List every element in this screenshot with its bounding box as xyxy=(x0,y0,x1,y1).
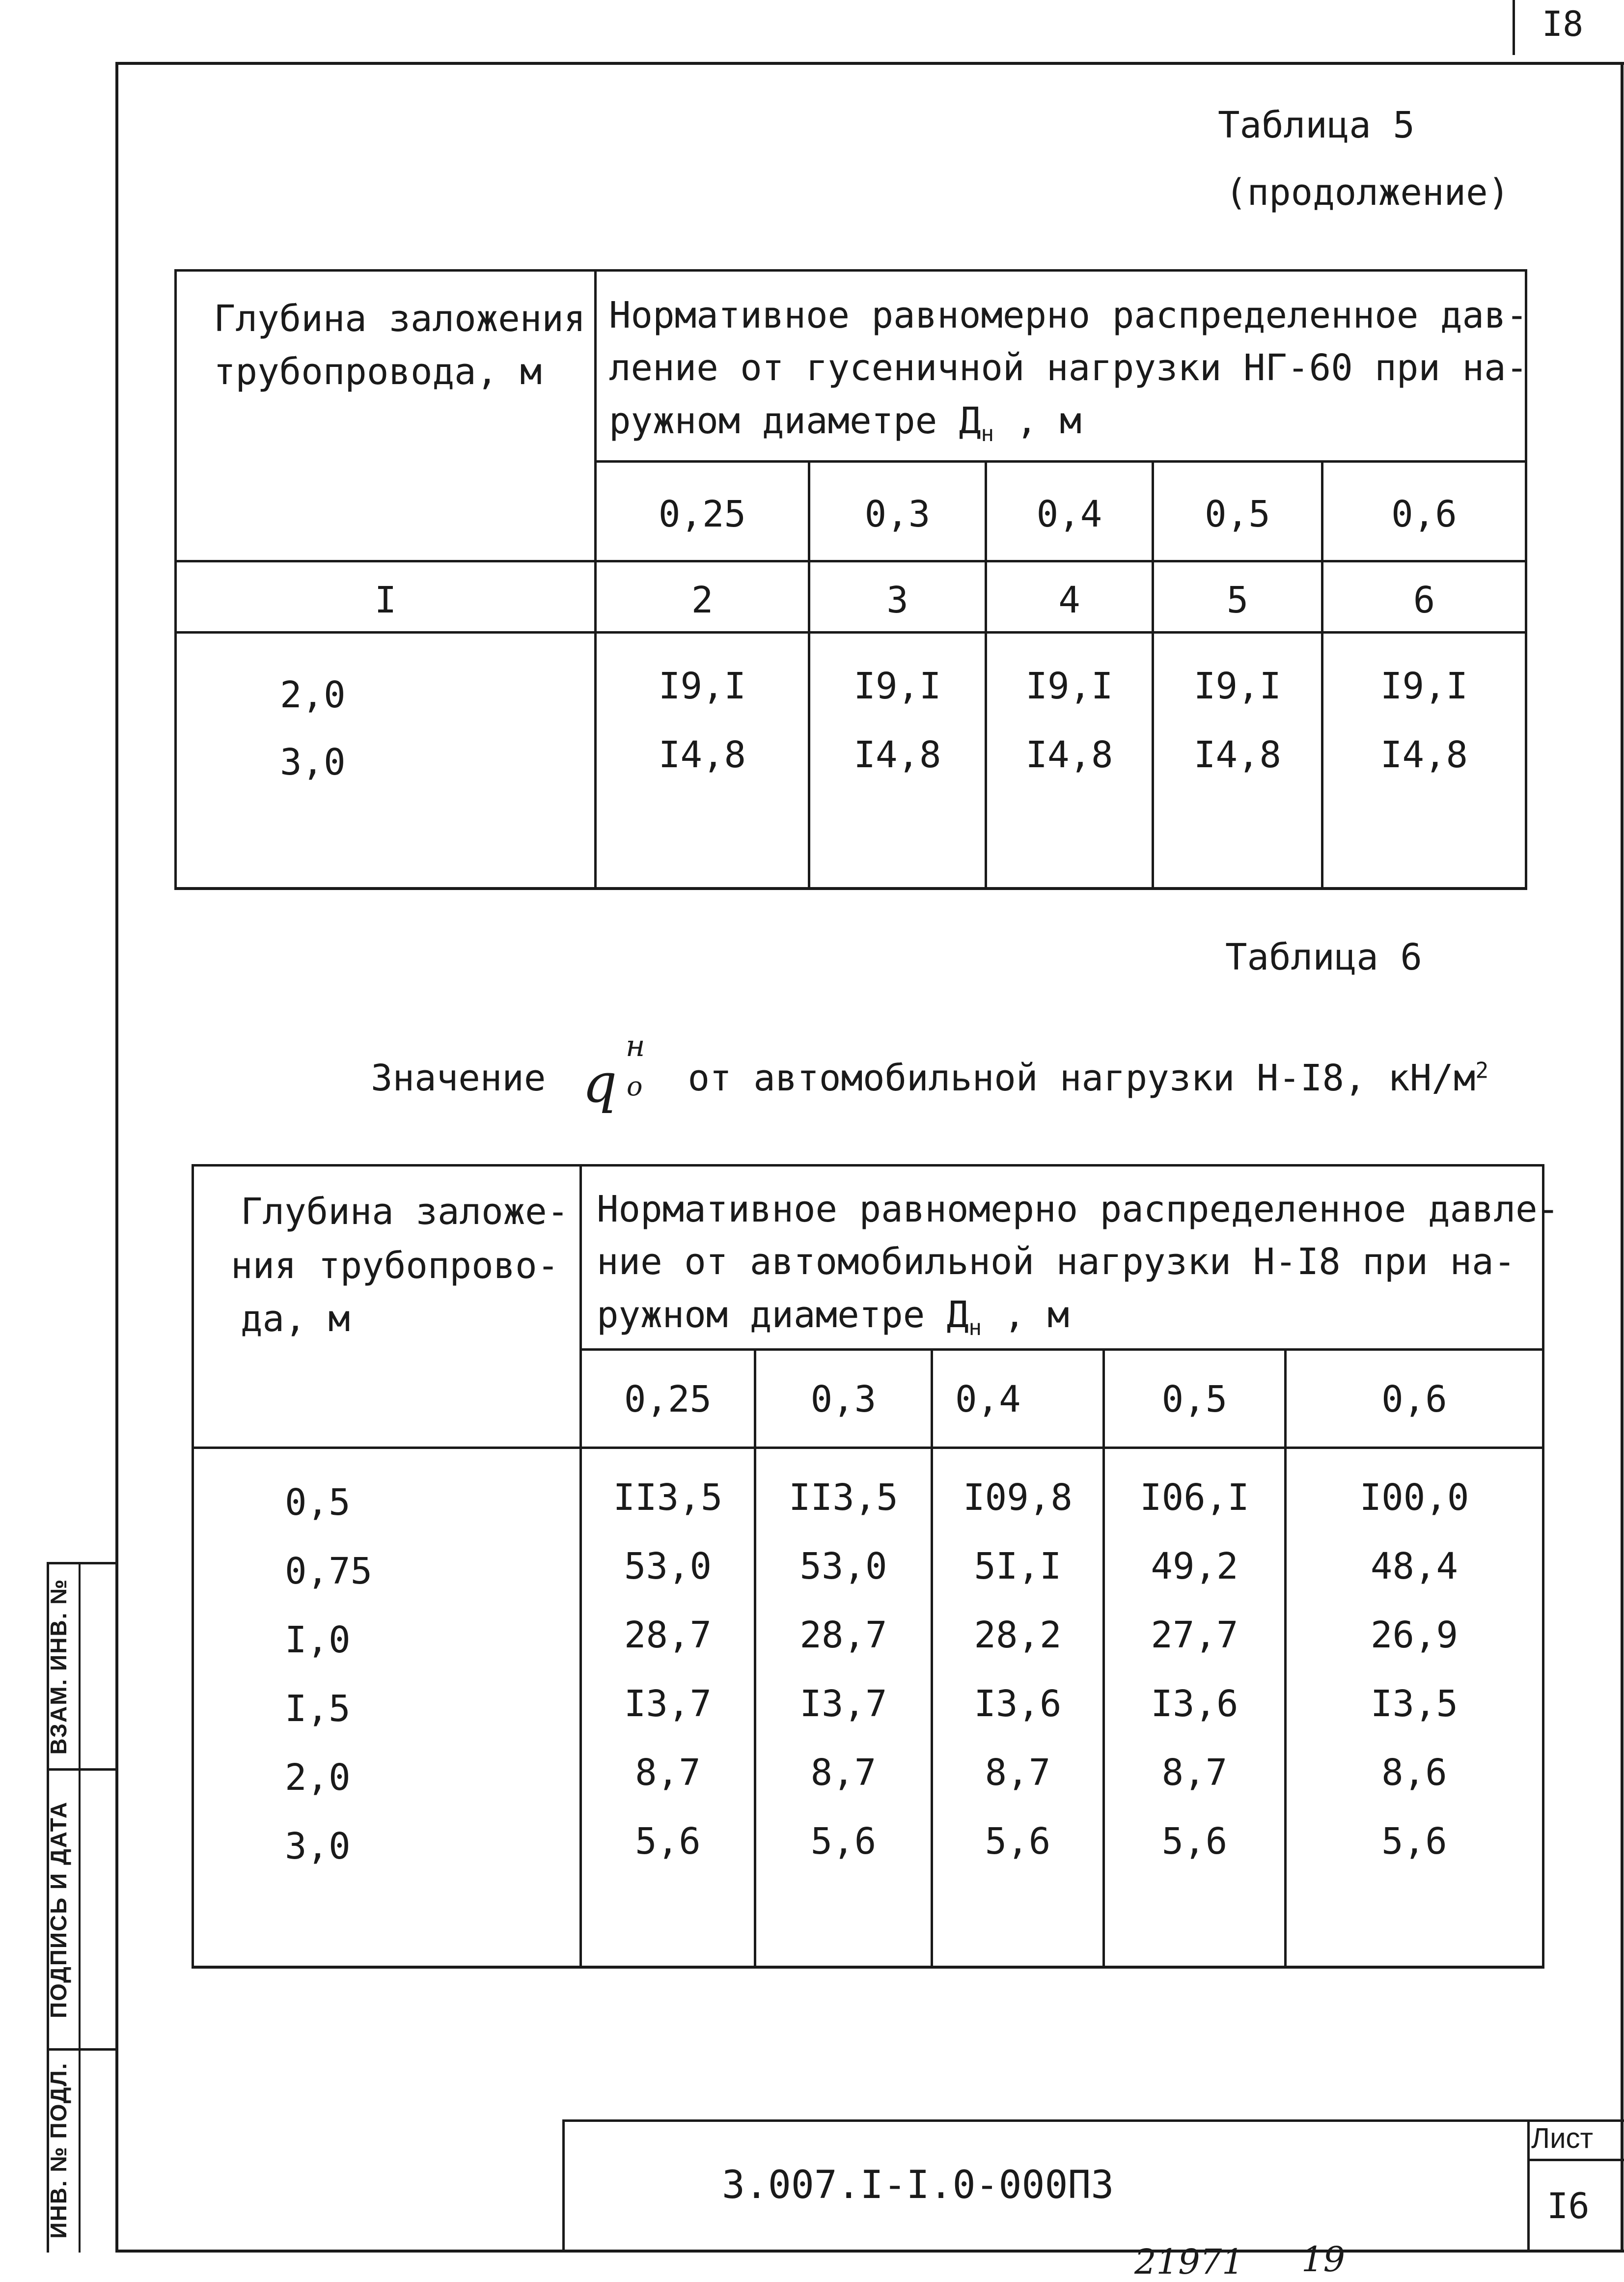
table6-cell: 8,6 xyxy=(1381,1752,1447,1794)
caption-prefix: Значение xyxy=(371,1057,546,1099)
sheet-label: Лист xyxy=(1531,2122,1594,2154)
table6-cell: 5,6 xyxy=(810,1820,877,1863)
table5-cell: I4,8 xyxy=(1193,734,1282,776)
table6-depth: I,5 xyxy=(285,1688,351,1730)
table5-col-number: I xyxy=(374,579,397,621)
table5-col-number: 5 xyxy=(1226,579,1249,621)
table5-depth: 3,0 xyxy=(280,741,346,783)
stamp-vzam-inv: ВЗАМ. ИНВ. № xyxy=(46,1578,71,1755)
handwritten-number: 21971 xyxy=(1134,2242,1244,2282)
sheet-number: I6 xyxy=(1547,2185,1590,2226)
table6-cell: 49,2 xyxy=(1151,1545,1239,1587)
table5-header-main-line1: Нормативное равномерно распределенное дав- xyxy=(609,294,1528,336)
table5-title: Таблица 5 xyxy=(1218,104,1415,146)
table6-cell: 8,7 xyxy=(985,1752,1051,1794)
table5-diameter: 0,25 xyxy=(658,493,746,535)
table6-header-depth-line2: ния трубопрово- xyxy=(231,1245,559,1287)
table6-cell: 53,0 xyxy=(799,1545,887,1587)
table6-cell: I00,0 xyxy=(1359,1476,1469,1519)
table5-diameter: 0,6 xyxy=(1391,493,1457,535)
table5-cell: I4,8 xyxy=(1025,734,1113,776)
table5-cell: I4,8 xyxy=(853,734,941,776)
table6-diameter: 0,6 xyxy=(1381,1378,1447,1420)
table5-diameter: 0,3 xyxy=(864,493,931,535)
table6-depth: 0,5 xyxy=(285,1481,351,1524)
table6-cell: 28,7 xyxy=(624,1614,712,1656)
table5-cell: I9,I xyxy=(1380,665,1468,707)
table5-col-number: 2 xyxy=(691,579,714,621)
table5-cell: I4,8 xyxy=(658,734,746,776)
table6-cell: 8,7 xyxy=(635,1752,701,1794)
table5-cell: I9,I xyxy=(1193,665,1282,707)
frame-left xyxy=(115,62,118,2253)
table5-col-number: 6 xyxy=(1413,579,1435,621)
table6-cell: 28,2 xyxy=(974,1614,1062,1656)
stamp-podpis-data: ПОДПИСЬ И ДАТА xyxy=(46,1801,71,2019)
table6-cell: II3,5 xyxy=(613,1476,723,1519)
table6-header-main-line1: Нормативное равномерно распределенное давле- xyxy=(597,1188,1560,1230)
table6-diameter: 0,3 xyxy=(810,1378,877,1420)
table5-header-main-line2: ление от гусеничной нагрузки НГ-60 при на- xyxy=(609,347,1528,389)
table6-cell: 5,6 xyxy=(985,1820,1051,1863)
table6-cell: 5,6 xyxy=(635,1820,701,1863)
table6-cell: 26,9 xyxy=(1370,1614,1459,1656)
caption-exp: 2 xyxy=(1475,1058,1489,1084)
handwritten-sheet: 19 xyxy=(1301,2239,1346,2280)
table5-cell: I4,8 xyxy=(1380,734,1468,776)
frame-bottom xyxy=(115,2250,1624,2253)
table5-subtitle: (продолжение) xyxy=(1225,171,1510,214)
caption-text: от автомобильной нагрузки Н-I8, кН/м xyxy=(688,1057,1476,1099)
table6-depth: 0,75 xyxy=(285,1550,373,1592)
table6-depth: 3,0 xyxy=(285,1825,351,1867)
table5-header-main-line3: ружном диаметре $Д_н$ , м xyxy=(609,400,1082,446)
table6-cell: II3,5 xyxy=(789,1476,898,1519)
table6-cell: I06,I xyxy=(1140,1476,1249,1519)
page-number-top: I8 xyxy=(1542,4,1584,44)
table6-cell: I3,7 xyxy=(799,1683,887,1725)
caption-symbol: q н о xyxy=(582,1029,645,1114)
table6-cell: 28,7 xyxy=(799,1614,887,1656)
table6-header-main-line2: ние от автомобильной нагрузки Н-I8 при на- xyxy=(597,1241,1516,1283)
table6-cell: 5,6 xyxy=(1381,1820,1447,1863)
table6-cell: 27,7 xyxy=(1151,1614,1239,1656)
table6-cell: I3,6 xyxy=(1151,1683,1239,1725)
table6-diameter: 0,25 xyxy=(624,1378,712,1420)
table6-diameter: 0,4 xyxy=(955,1378,1021,1420)
table6-title: Таблица 6 xyxy=(1225,936,1422,978)
table5-diameter: 0,4 xyxy=(1036,493,1102,535)
table6-depth: 2,0 xyxy=(285,1756,351,1799)
table5-diameter: 0,5 xyxy=(1205,493,1270,535)
table6-caption xyxy=(371,1029,1489,1114)
table6-cell: 5I,I xyxy=(974,1545,1062,1587)
table6-cell: 48,4 xyxy=(1370,1545,1459,1587)
table5-header-depth-line1: Глубина заложения xyxy=(214,298,586,340)
table6-cell: 8,7 xyxy=(810,1752,877,1794)
doc-code: 3.007.I-I.0-000ПЗ xyxy=(722,2163,1114,2207)
table5-header-depth-line2: трубопровода, м xyxy=(214,351,542,393)
table6-header-main-line3: ружном диаметре $Д_н$ , м xyxy=(597,1294,1070,1340)
table6-diameter: 0,5 xyxy=(1161,1378,1228,1420)
table6-cell: I09,8 xyxy=(963,1476,1073,1519)
table6-cell: 5,6 xyxy=(1161,1820,1228,1863)
table6-header-depth-line3: да, м xyxy=(241,1298,350,1340)
table6-cell: I3,5 xyxy=(1370,1683,1459,1725)
table6-cell: 8,7 xyxy=(1161,1752,1228,1794)
table6-header-depth-line1: Глубина заложе- xyxy=(241,1191,569,1233)
table5-cell: I9,I xyxy=(853,665,941,707)
table5-col-number: 3 xyxy=(886,579,908,621)
table5-cell: I9,I xyxy=(1025,665,1113,707)
table6-depth: I,0 xyxy=(285,1619,351,1661)
table5-cell: I9,I xyxy=(658,665,746,707)
stamp-inv-podl: ИНВ. № ПОДЛ. xyxy=(46,2062,71,2239)
frame-top xyxy=(115,62,1624,65)
frame-right xyxy=(1621,62,1624,2253)
table6-cell: I3,6 xyxy=(974,1683,1062,1725)
table6-cell: 53,0 xyxy=(624,1545,712,1587)
table5-depth: 2,0 xyxy=(280,674,346,716)
table6-cell: I3,7 xyxy=(624,1683,712,1725)
table5-col-number: 4 xyxy=(1058,579,1080,621)
